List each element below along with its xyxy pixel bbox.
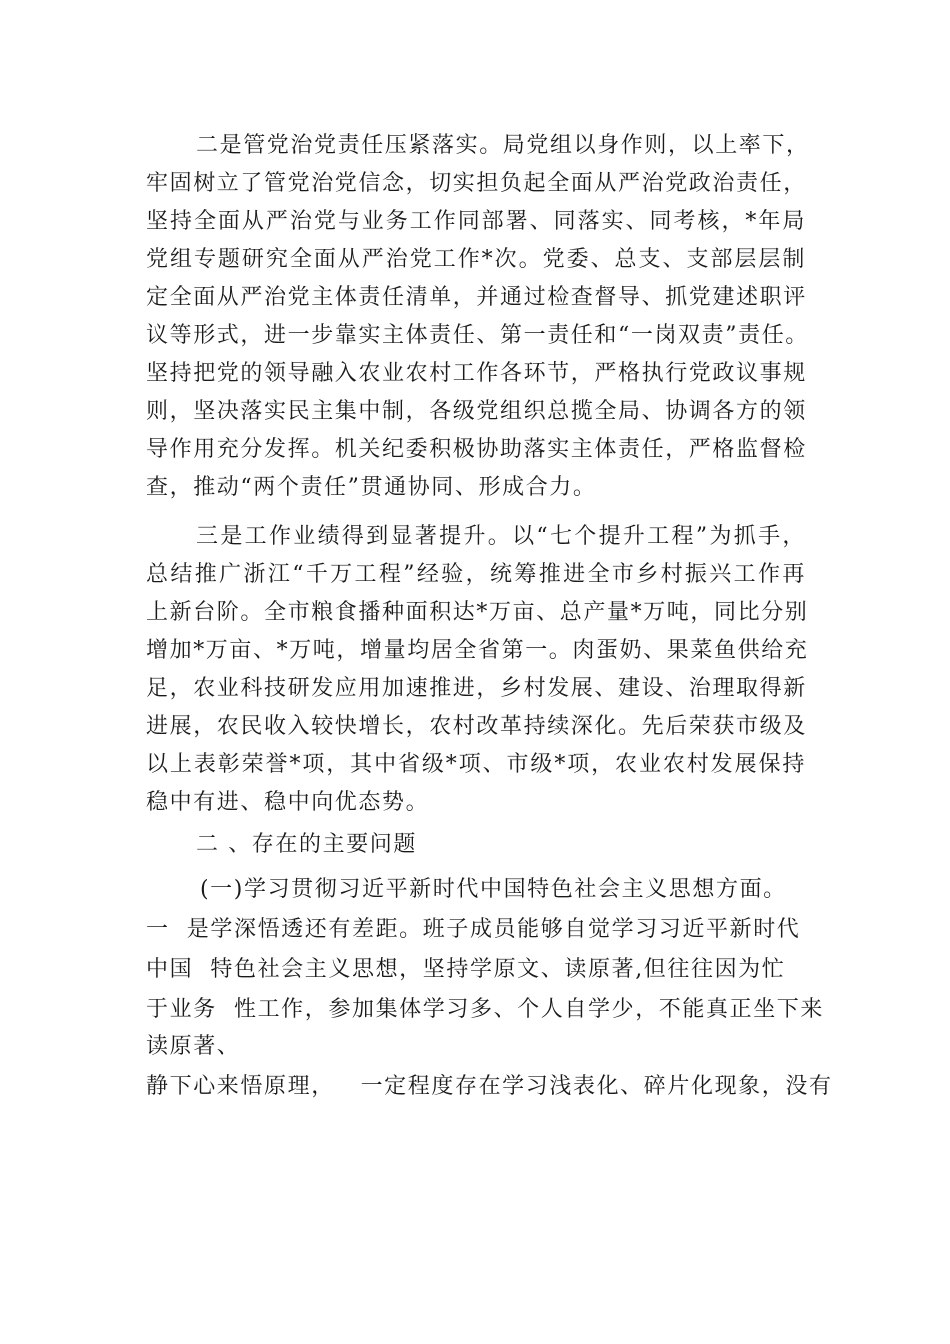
paragraph-line: 稳中有进、稳中向优态势。 <box>146 790 430 815</box>
paragraph-line: 于业务 性工作，参加集体学习多、个人自学少，不能真正坐下来 <box>146 997 824 1022</box>
paragraph-line: 足，农业科技研发应用加速推进，乡村发展、建设、治理取得新 <box>146 676 807 701</box>
paragraph-line: 静下心来悟原理， 一定程度存在学习浅表化、碎片化现象，没有 <box>146 1074 833 1099</box>
paragraph-line: 议等形式，进一步靠实主体责任、第一责任和“一岗双责”责任。 <box>146 323 809 348</box>
paragraph-line: 坚持全面从严治党与业务工作同部署、同落实、同考核，*年局 <box>146 209 806 234</box>
paragraph-line: 查，推动“两个责任”贯通协同、形成合力。 <box>146 475 597 500</box>
paragraph-line: 总结推广浙江“千万工程”经验，统筹推进全市乡村振兴工作再 <box>146 562 806 587</box>
paragraph-line: 增加*万亩、*万吨，增量均居全省第一。肉蛋奶、果菜鱼供给充 <box>146 638 809 663</box>
paragraph-line: 中国 特色社会主义思想，坚持学原文、读原著,但往往因为忙 <box>146 957 786 982</box>
paragraph-line: 三是工作业绩得到显著提升。以“七个提升工程”为抓手， <box>196 524 806 549</box>
paragraph-line: 一 是学深悟透还有差距。班子成员能够自觉学习习近平新时代 <box>146 917 801 942</box>
paragraph-line: 党组专题研究全面从严治党工作*次。党委、总支、支部层层制 <box>146 247 806 272</box>
paragraph-line: 则，坚决落实民主集中制，各级党组织总揽全局、协调各方的领 <box>146 399 807 424</box>
paragraph-line: 牢固树立了管党治党信念，切实担负起全面从严治党政治责任， <box>146 171 807 196</box>
paragraph-line: 导作用充分发挥。机关纪委积极协助落实主体责任，严格监督检 <box>146 437 807 462</box>
paragraph-line: 读原著、 <box>146 1034 241 1059</box>
paragraph-line: 进展，农民收入较快增长，农村改革持续深化。先后荣获市级及 <box>146 714 807 739</box>
section-heading: 二 、存在的主要问题 <box>196 832 417 857</box>
paragraph-line: 上新台阶。全市粮食播种面积达*万亩、总产量*万吨，同比分别 <box>146 600 809 625</box>
paragraph-line: 坚持把党的领导融入农业农村工作各环节，严格执行党政议事规 <box>146 361 807 386</box>
paragraph-line: 定全面从严治党主体责任清单，并通过检查督导、抓党建述职评 <box>146 285 807 310</box>
paragraph-line: 二是管党治党责任压紧落实。局党组以身作则，以上率下， <box>196 133 810 158</box>
paragraph-line: 以上表彰荣誉*项，其中省级*项、市级*项，农业农村发展保持 <box>146 752 806 777</box>
subsection-heading: (一)学习贯彻习近平新时代中国特色社会主义思想方面。 <box>200 877 787 902</box>
